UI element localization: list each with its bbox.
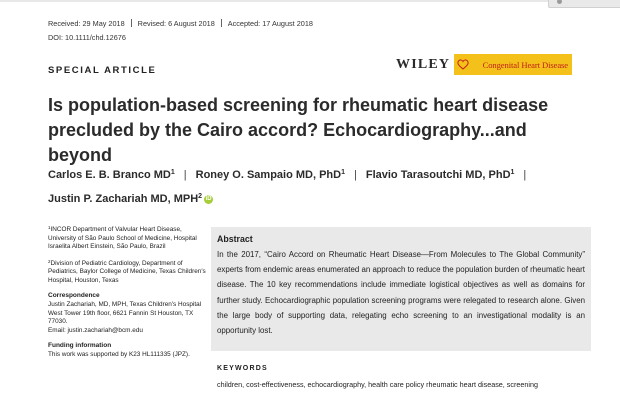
revised-date: Revised: 6 August 2018 [137,19,215,28]
author-list [48,162,608,210]
article-dates [48,19,313,28]
affiliation-number: 1 [48,225,51,230]
abstract-heading: Abstract [217,234,253,244]
affiliation [48,258,208,286]
correspondence-text: Justin Zachariah, MD, MPH, Texas Children's Hospital West Tower 19th floor, 6621 Fannin St Houston, TX 77030. [48,301,202,326]
author-separator: | [354,169,357,181]
author-name[interactable]: Carlos E. B. Branco MD [48,169,171,181]
correspondence-heading: Correspondence [48,291,100,299]
orcid-icon[interactable]: iD [205,196,212,202]
date-divider [221,19,222,27]
keywords-text: children, cost-effectiveness, echocardiography, health care policy rheumatic heart disease, screening [217,380,538,389]
author-separator: | [523,169,527,181]
affiliation-text: INCOR Department of Valvular Heart Disease, University of São Paulo School of Medicine, Hospital Israelita Albert Einstein, São Paulo, Brazil [48,226,197,251]
author-name[interactable]: Flavio Tarasoutchi MD, PhD [365,169,511,181]
affiliation [48,224,208,252]
correspondence [48,301,208,335]
abstract-text: In the 2017, “Cairo Accord on Rheumatic Heart Disease—From Molecules to The Global Community” experts from endemic areas enumerated an approach to reduce the population burden of rheumatic heart disease. The 10 key recommendations include immediate logistical objectives as well as domains for further study. Echocardiographic population screening programs were relegated to research alone. Given the large body of supporting data, relegating echo screening to an investigational modality is an opportunity lost. [217,250,585,336]
abstract-panel [211,227,591,351]
author-affiliation: 1 [510,169,515,176]
author-separator: | [183,169,187,181]
journal-logo [454,54,572,75]
title-line-1: Is population-based screening for rheumatic heart disease [48,95,549,115]
publisher-logo: WILEY [396,57,451,72]
accepted-date: Accepted: 17 August 2018 [227,19,313,28]
correspondence-email[interactable]: Email: justin.zachariah@bcm.edu [48,326,143,334]
article-title [48,93,593,168]
heart-logo-icon [457,58,469,70]
author-affiliation: 2 [198,193,203,200]
author-name[interactable]: Roney O. Sampaio MD, PhD [195,169,342,181]
funding-heading: Funding information [48,341,112,349]
viewer-badge[interactable] [548,0,620,8]
author-affiliation: 1 [341,169,345,176]
article-type: SPECIAL ARTICLE [48,65,157,76]
page-top-rule [0,0,620,2]
keywords-heading: KEYWORDS [217,365,268,372]
journal-name: Congenital Heart Disease [482,59,568,70]
affiliation-text: Division of Pediatric Cardiology, Department of Pediatrics, Baylor College of Medicine, Texas Children's Hospital, Houston, Texas [48,259,206,284]
doi[interactable]: DOI: 10.1111/chd.12676 [48,33,126,42]
title-line-2: precluded by the Cairo accord? Echocardiography...and beyond [48,120,527,165]
funding-text: This work was supported by K23 HL111335 (JPZ). [48,351,190,359]
article-info-column [48,224,208,366]
affiliation-number: 2 [48,258,51,264]
date-divider [131,19,132,27]
author-name[interactable]: Justin P. Zachariah MD, MPH [48,193,199,205]
author-line-1 [48,162,608,186]
author-line-2 [48,186,608,210]
received-date: Received: 29 May 2018 [48,19,125,28]
badge-dot-icon [557,0,562,4]
author-affiliation: 1 [170,169,175,176]
